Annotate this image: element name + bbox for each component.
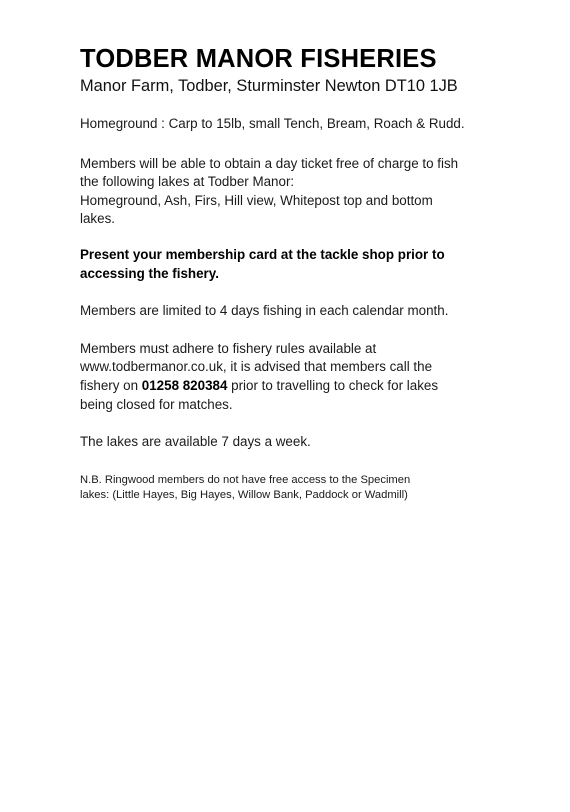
rules-line-3-before: fishery on [80, 377, 142, 393]
note-line-2: lakes: (Little Hayes, Big Hayes, Willow Bank, Paddock or Wadmill) [80, 488, 408, 501]
note-line-1: N.B. Ringwood members do not have free access to the Specimen [80, 473, 411, 486]
limit-paragraph: Members are limited to 4 days fishing in each calendar month. [80, 303, 449, 319]
present-card-paragraph [80, 246, 540, 283]
note-paragraph [80, 473, 540, 503]
address-line: Manor Farm, Todber, Sturminster Newton DT10 1JB [80, 77, 458, 95]
present-card-line-1: Present your membership card at the tackle shop prior to [80, 246, 445, 262]
present-card-line-2: accessing the fishery. [80, 265, 219, 281]
day-ticket-line-1: Members will be able to obtain a day ticket free of charge to fish [80, 155, 459, 171]
rules-line-2: www.todbermanor.co.uk, it is advised that members call the [80, 359, 433, 375]
day-ticket-paragraph [80, 155, 540, 229]
availability-paragraph: The lakes are available 7 days a week. [80, 434, 311, 450]
day-ticket-line-2: the following lakes at Todber Manor: [80, 174, 295, 190]
day-ticket-line-4: lakes. [80, 211, 115, 227]
rules-line-3-after: prior to travelling to check for lakes [227, 377, 439, 393]
rules-paragraph [80, 340, 540, 414]
day-ticket-line-3: Homeground, Ash, Firs, Hill view, Whitepost top and bottom [80, 192, 433, 208]
document-title: TODBER MANOR FISHERIES [80, 45, 437, 73]
rules-line-1: Members must adhere to fishery rules available at [80, 340, 377, 356]
rules-line-3 [80, 377, 540, 396]
document-content [80, 44, 540, 502]
rules-line-4: being closed for matches. [80, 396, 233, 412]
phone-number: 01258 820384 [141, 377, 228, 393]
homeground-paragraph: Homeground : Carp to 15lb, small Tench, Bream, Roach & Rudd. [80, 116, 465, 131]
